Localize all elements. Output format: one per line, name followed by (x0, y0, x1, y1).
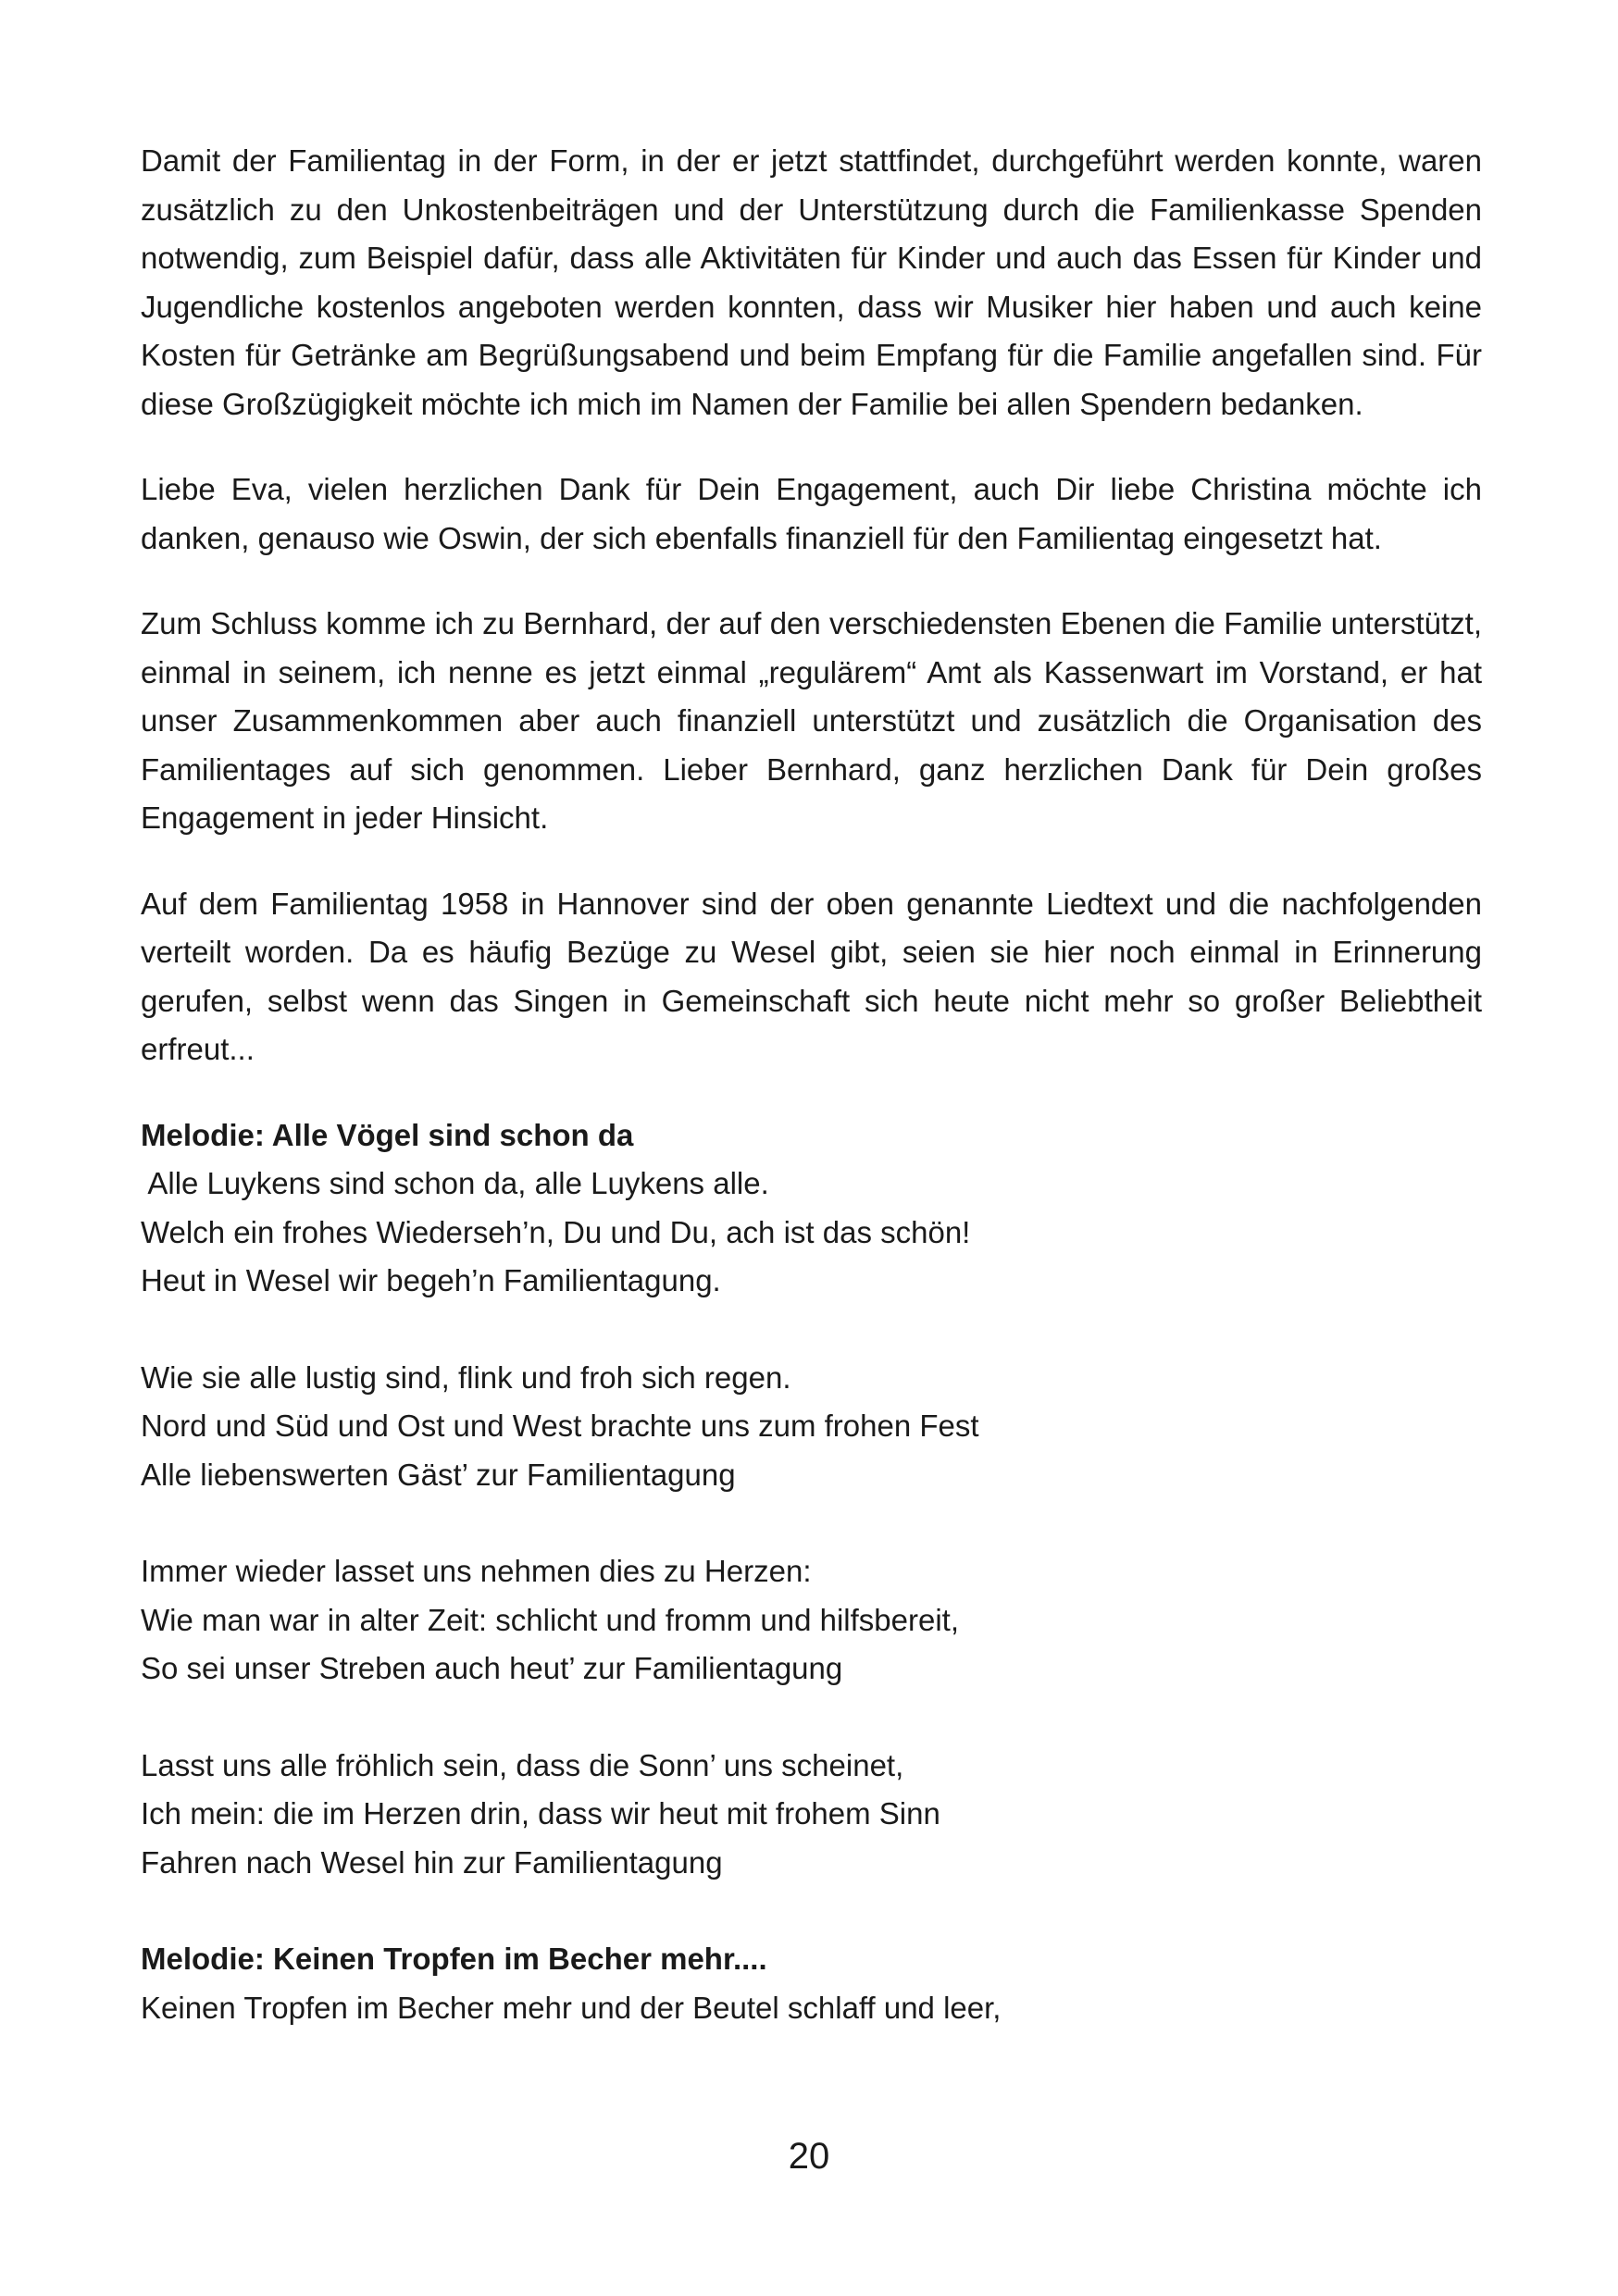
paragraph-donations: Damit der Familientag in der Form, in der er jetzt stattfindet, durchgeführt werden konnte, waren zusätzlich zu den Unkostenbeiträgen und der Unterstützung durch die Familienkasse Spenden notwendig, zum Beispiel dafür, dass alle Aktivitäten für Kinder und auch das Essen für Kinder und Jugendliche kostenlos angeboten werden konnten, dass wir Musiker hier haben und auch keine Kosten für Getränke am Begrüßungsabend und beim Empfang für die Familie angefallen sind. Für diese Großzügigkeit möchte ich mich im Namen der Familie bei allen Spendern bedanken. (141, 143, 1482, 421)
song-title: Melodie: Keinen Tropfen im Becher mehr.... (141, 1942, 767, 1976)
stanza (141, 1547, 1482, 1694)
page-content (141, 137, 1482, 2032)
paragraph-thanks-bernhard: Zum Schluss komme ich zu Bernhard, der auf den verschiedensten Ebenen die Familie unterstützt, einmal in seinem, ich nenne es jetzt einmal „regulärem“ Amt als Kassenwart im Vorstand, er hat unser Zusammenkommen aber auch finanziell unterstützt und zusätzlich die Organisation des Familientages auf sich genommen. Lieber Bernhard, ganz herzlichen Dank für Dein großes Engagement in jeder Hinsicht. (141, 606, 1482, 835)
stanza (141, 1742, 1482, 1888)
paragraph-thanks-eva: Liebe Eva, vielen herzlichen Dank für Dein Engagement, auch Dir liebe Christina möchte ich danken, genauso wie Oswin, der sich ebenfalls finanziell für den Familientag eingesetzt hat. (141, 472, 1482, 555)
stanza (141, 1354, 1482, 1500)
verse-line: Alle Luykens sind schon da, alle Luykens alle. (141, 1166, 769, 1200)
song-keinen-tropfen (141, 1935, 1482, 2032)
verse-line: Immer wieder lasset uns nehmen dies zu Herzen: (141, 1554, 812, 1588)
verse-line: Wie man war in alter Zeit: schlicht und fromm und hilfsbereit, (141, 1602, 959, 1637)
page-number: 20 (788, 2136, 830, 2177)
verse-line: Fahren nach Wesel hin zur Familientagung (141, 1844, 723, 1880)
verse-line: Welch ein frohes Wiederseh’n, Du und Du, ach ist das schön! (141, 1214, 971, 1249)
song-title: Melodie: Alle Vögel sind schon da (141, 1117, 634, 1152)
verse-line: Keinen Tropfen im Becher mehr und der Beutel schlaff und leer, (141, 1990, 1002, 2025)
verse-line: Heut in Wesel wir begeh’n Familientagung. (141, 1263, 721, 1297)
verse-line: So sei unser Streben auch heut’ zur Familientagung (141, 1651, 843, 1685)
verse-line: Nord und Süd und Ost und West brachte uns zum frohen Fest (141, 1409, 979, 1443)
verse-line: Ich mein: die im Herzen drin, dass wir heut mit frohem Sinn (141, 1796, 940, 1831)
paragraph-familientag-1958: Auf dem Familientag 1958 in Hannover sind der oben genannte Liedtext und die nachfolgenden verteilt worden. Da es häufig Bezüge zu Wesel gibt, seien sie hier noch einmal in Erinnerung gerufen, selbst wenn das Singen in Gemeinschaft sich heute nicht mehr so großer Beliebtheit erfreut... (141, 886, 1482, 1066)
verse-line: Alle liebenswerten Gäst’ zur Familientagung (141, 1457, 736, 1492)
verse-line: Wie sie alle lustig sind, flink und froh sich regen. (141, 1359, 791, 1395)
song-alle-voegel (141, 1111, 1482, 1888)
verse-line: Lasst uns alle fröhlich sein, dass die Sonn’ uns scheinet, (141, 1747, 904, 1782)
stanza (141, 1160, 1482, 1306)
